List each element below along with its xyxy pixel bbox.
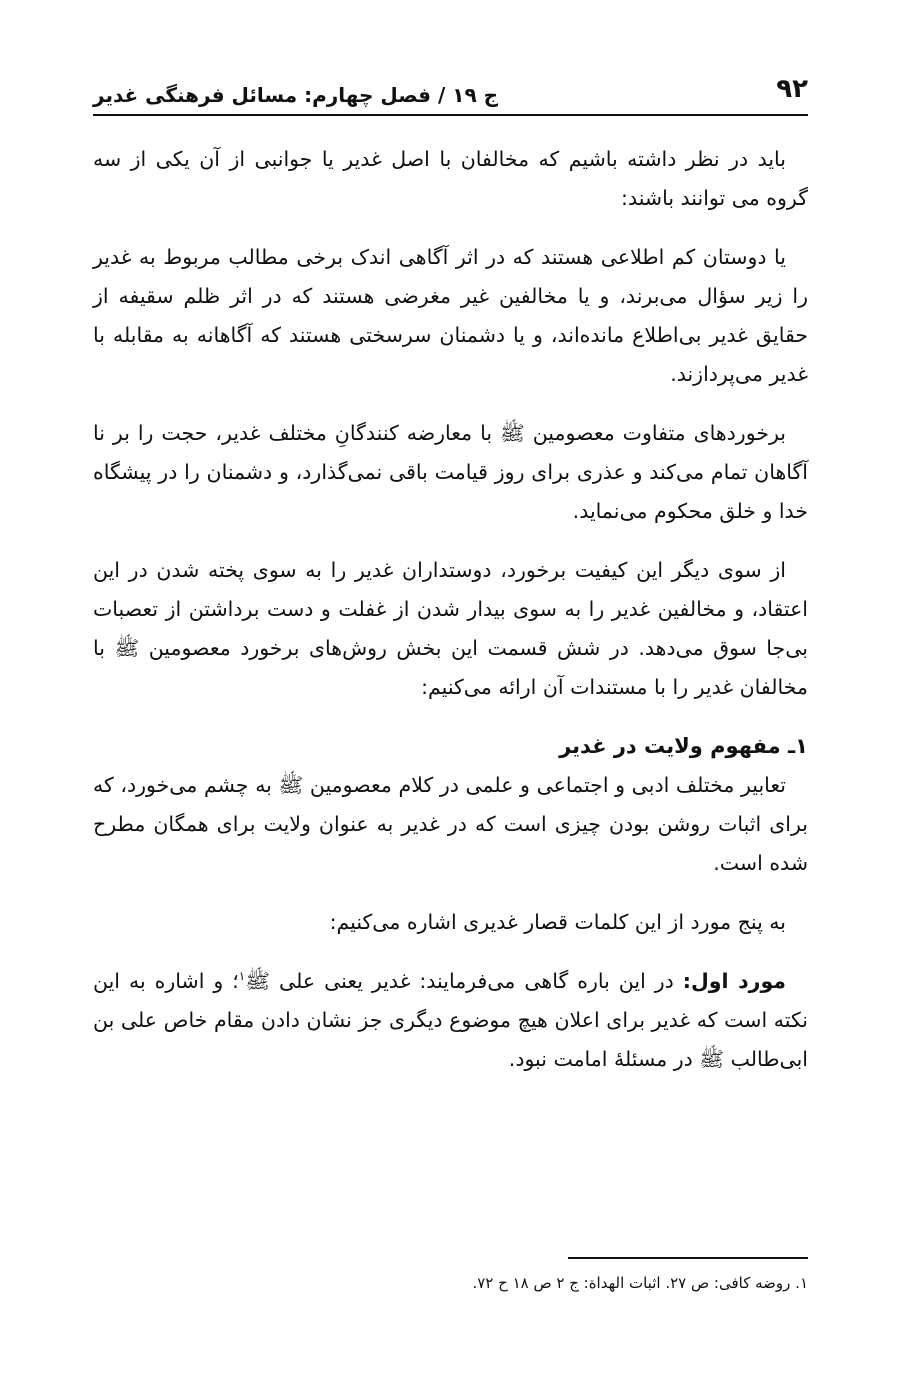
paragraph-4: از سوی دیگر این کیفیت برخورد، دوستداران غدیر را به سوی پخته شدن در این اعتقاد، و مخالفین غدیر را به سوی بیدار شدن از غفلت و دست برداشتن از تعصبات بی‌جا سوق می‌دهد. در شش قسمت این بخش روش‌های برخورد معصومین ﷺ با مخالفان غدیر را با مستندات آن ارائه می‌کنیم: [93, 558, 808, 699]
body-text [93, 140, 808, 1079]
footnote-divider [568, 1257, 808, 1259]
paragraph-6: به پنج مورد از این کلمات قصار غدیری اشاره می‌کنیم: [329, 910, 786, 934]
paragraph-2: یا دوستان کم اطلاعی هستند که در اثر آگاهی اندک برخی مطالب مربوط به غدیر را زیر سؤال می‌برند، و یا مخالفین غیر مغرضی هستند که در اثر ظلم سقیفه از حقایق غدیر بی‌اطلاع مانده‌اند، و یا دشمنان سرسختی هستند که آگاهانه به مقابله با غدیر می‌پردازند. [93, 245, 808, 386]
running-title: ج ۱۹ / فصل چهارم: مسائل فرهنگی غدیر [93, 83, 499, 107]
paragraph-7-text-a: در این باره گاهی می‌فرمایند: غدیر یعنی علی ﷺ [245, 969, 683, 993]
footnote-marker[interactable]: ۱ [238, 969, 246, 984]
page-header [93, 70, 808, 116]
paragraph-5: تعابیر مختلف ادبی و اجتماعی و علمی در کلام معصومین ﷺ به چشم می‌خورد، که برای اثبات روشن بودن چیزی است که در غدیر به عنوان ولایت برای همگان مطرح شده است. [93, 773, 808, 875]
paragraph-7 [93, 962, 808, 1079]
paragraph-7-text-b: ؛ و اشاره به این نکته است که غدیر برای اعلان هیچ موضوع دیگری جز نشان دادن مقام خاص علی بن ابی‌طالب ﷺ در مسئلهٔ امامت نبود. [93, 969, 808, 1071]
footnote: ۱. روضه کافی: ص ۲۷. اثبات الهداة: ج ۲ ص ۱۸ ح ۷۲. [472, 1274, 808, 1292]
page-number: ۹۲ [776, 74, 808, 104]
paragraph-7-lead: مورد اول: [682, 969, 786, 993]
paragraph-1: باید در نظر داشته باشیم که مخالفان با اصل غدیر یا جوانبی از آن یکی از سه گروه می توانند باشند: [93, 147, 808, 210]
section-heading: ۱ـ مفهوم ولایت در غدیر [559, 734, 808, 758]
paragraph-3: برخوردهای متفاوت معصومین ﷺ با معارضه کنندگانِ مختلف غدیر، حجت را بر نا آگاهان تمام می‌کند و عذری برای روز قیامت باقی نمی‌گذارد، و دشمنان را در پیشگاه خدا و خلق محکوم می‌نماید. [93, 421, 808, 523]
